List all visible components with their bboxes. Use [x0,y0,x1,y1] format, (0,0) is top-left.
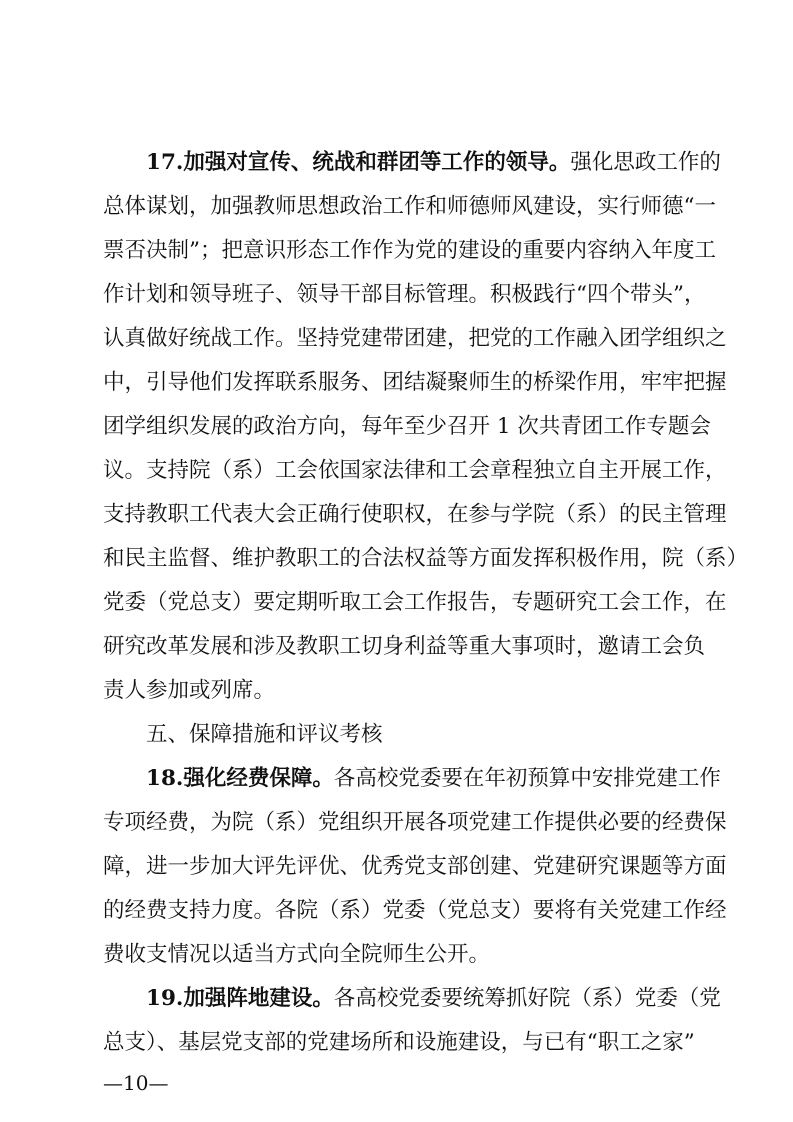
paragraph-18-line-3: 障，进一步加大评先评优、优秀党支部创建、党建研究课题等方面 [103,854,727,879]
paragraph-17-line-11: 党委（党总支）要定期听取工会工作报告，专题研究工会工作，在 [103,590,727,615]
paragraph-18-line-1 [146,759,721,799]
paragraph-17-line-6: 中，引导他们发挥联系服务、团结凝聚师生的桥梁作用，牢牢把握 [103,370,727,395]
paragraph-17-lead: 17.加强对宣传、统战和群团等工作的领导。 [146,150,571,175]
paragraph-19-line-1 [146,979,721,1019]
paragraph-19-text: 各高校党委要统筹抓好院（系）党委（党 [333,986,721,1011]
paragraph-18-lead: 18.强化经费保障。 [146,766,334,791]
paragraph-17-text: 强化思政工作的 [570,150,721,175]
paragraph-17-line-13: 责人参加或列席。 [103,678,276,703]
paragraph-19-line-2: 总支）、基层党支部的党建场所和设施建设，与已有“职工之家” [103,1030,695,1055]
paragraph-18-line-5: 费收支情况以适当方式向全院师生公开。 [103,942,491,967]
paragraph-17-line-5: 认真做好统战工作。坚持党建带团建，把党的工作融入团学组织之 [103,326,727,351]
paragraph-17-line-4: 作计划和领导班子、领导干部目标管理。积极践行“四个带头”， [103,282,706,307]
paragraph-17-line-12: 研究改革发展和涉及教职工切身利益等重大事项时，邀请工会负 [103,634,706,659]
page-number: —10— [103,1071,169,1095]
paragraph-17-line-3: 票否决制”；把意识形态工作作为党的建设的重要内容纳入年度工 [103,238,716,263]
paragraph-17-line-7: 团学组织发展的政治方向，每年至少召开 1 次共青团工作专题会 [103,414,711,439]
paragraph-17-line-8: 议。支持院（系）工会依国家法律和工会章程独立自主开展工作， [103,458,727,483]
paragraph-17-line-1 [146,143,721,183]
paragraph-18-line-4: 的经费支持力度。各院（系）党委（党总支）要将有关党建工作经 [103,898,727,923]
paragraph-18-text: 各高校党委要在年初预算中安排党建工作 [333,766,721,791]
paragraph-19-lead: 19.加强阵地建设。 [146,986,334,1011]
paragraph-17-line-9: 支持教职工代表大会正确行使职权，在参与学院（系）的民主管理 [103,502,727,527]
section-heading: 五、保障措施和评议考核 [146,722,383,747]
paragraph-17-line-10: 和民主监督、维护教职工的合法权益等方面发挥积极作用，院（系） [103,546,749,571]
paragraph-18-line-2: 专项经费，为院（系）党组织开展各项党建工作提供必要的经费保 [103,810,727,835]
paragraph-17-line-2: 总体谋划，加强教师思想政治工作和师德师风建设，实行师德“一 [103,194,716,219]
